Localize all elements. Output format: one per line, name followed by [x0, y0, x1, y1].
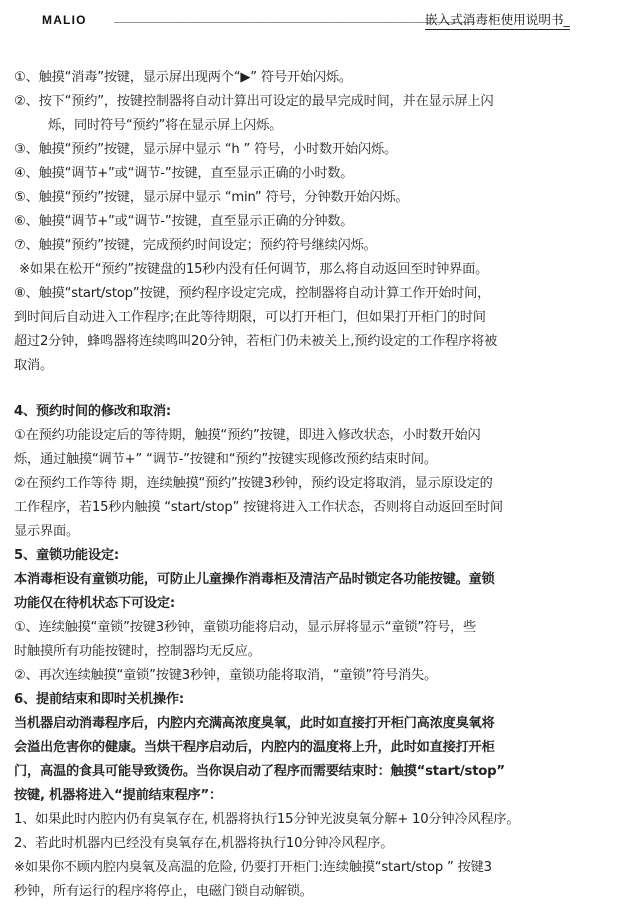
- section-6-heading: 6、提前结束和即时关机操作:: [14, 692, 184, 707]
- s5-step-1b: 时触摸所有功能按键时，控制器均无反应。: [14, 644, 261, 659]
- s5-intro-1: 本消毒柜设有童锁功能，可防止儿童操作消毒柜及清洁产品时锁定各功能按键。童锁: [14, 572, 495, 587]
- s6-item-1: 1、如果此时内腔内仍有臭氧存在, 机器将执行15分钟光波臭氧分解+ 10分钟冷风程序。: [14, 812, 520, 827]
- step-4: ④、触摸“调节+”或“调节-”按键，直至显示正确的小时数。: [14, 166, 354, 181]
- s6-warning-3: 门，高温的食具可能导致烫伤。当你误启动了程序而需要结束时：触摸“start/stop”: [14, 764, 505, 779]
- manual-title: 嵌入式消毒柜使用说明书_: [425, 9, 570, 30]
- s6-note-2: 秒钟，所有运行的程序将停止，电磁门锁自动解锁。: [14, 884, 313, 899]
- header-rule: __________________________________________________: [114, 9, 476, 23]
- s6-warning-1: 当机器启动消毒程序后，内腔内充满高浓度臭氧，此时如直接打开柜门高浓度臭氧将: [14, 716, 495, 731]
- s6-note-1: ※如果你不顾内腔内臭氧及高温的危险, 仍要打开柜门:连续触摸“start/stop ” 按键3: [14, 860, 492, 875]
- brand-logo: MALIO: [42, 13, 87, 27]
- s4-para-2b: 工作程序，若15秒内触摸 “start/stop” 按键将进入工作状态，否则将自动返回至时间: [14, 500, 503, 515]
- step-8-cont-2: 超过2分钟，蜂鸣器将连续鸣叫20分钟，若柜门仍未被关上,预约设定的工作程序将被: [14, 334, 498, 349]
- section-gap: [14, 378, 608, 400]
- s6-item-2: 2、若此时机器内已经没有臭氧存在,机器将执行10分钟冷风程序。: [14, 836, 394, 851]
- step-8-cont-1: 到时间后自动进入工作程序;在此等待期限，可以打开柜门，但如果打开柜门的时间: [14, 310, 486, 325]
- s5-step-2: ②、再次连续触摸“童锁”按键3秒钟，童锁功能将取消，“童锁”符号消失。: [14, 668, 437, 683]
- page-header: [0, 0, 622, 40]
- step-7: ⑦、触摸“预约”按键，完成预约时间设定；预约符号继续闪烁。: [14, 238, 377, 253]
- step-2-cont: 烁，同时符号“预约”将在显示屏上闪烁。: [48, 118, 283, 133]
- s6-warning-2: 会溢出危害你的健康。当烘干程序启动后，内腔内的温度将上升，此时如直接打开柜: [14, 740, 495, 755]
- section-5-heading: 5、童锁功能设定:: [14, 548, 119, 563]
- s4-para-2a: ②在预约工作等待 期，连续触摸“预约”按键3秒钟，预约设定将取消，显示原设定的: [14, 476, 493, 491]
- manual-body: [14, 66, 608, 904]
- s4-para-1b: 烁，通过触摸“调节+” “调节-”按键和“预约”按键实现修改预约结束时间。: [14, 452, 437, 467]
- step-8: ⑧、触摸“start/stop”按键，预约程序设定完成，控制器将自动计算工作开始时间，: [14, 286, 491, 301]
- step-2: ②、按下“预约”，按键控制器将自动计算出可设定的最早完成时间，并在显示屏上闪: [14, 94, 494, 109]
- s5-step-1a: ①、连续触摸“童锁”按键3秒钟，童锁功能将启动，显示屏将显示“童锁”符号，些: [14, 620, 476, 635]
- s5-intro-2: 功能仅在待机状态下可设定:: [14, 596, 175, 611]
- section-4-heading: 4、预约时间的修改和取消:: [14, 404, 171, 419]
- step-8-cont-3: 取消。: [14, 358, 53, 373]
- step-1: ①、触摸“消毒”按键，显示屏出现两个“▶” 符号开始闪烁。: [14, 70, 352, 85]
- step-3: ③、触摸“预约”按键，显示屏中显示 “h ” 符号，小时数开始闪烁。: [14, 142, 397, 157]
- note-timeout: ※如果在松开“预约”按键盘的15秒内没有任何调节，那么将自动返回至时钟界面。: [19, 262, 489, 277]
- step-5: ⑤、触摸“预约”按键，显示屏中显示 “min” 符号，分钟数开始闪烁。: [14, 190, 409, 205]
- s4-para-2c: 显示界面。: [14, 524, 79, 539]
- s4-para-1a: ①在预约功能设定后的等待期，触摸“预约”按键，即进入修改状态，小时数开始闪: [14, 428, 481, 443]
- s6-warning-4: 按键, 机器将进入“提前结束程序”：: [14, 788, 222, 803]
- step-6: ⑥、触摸“调节+”或“调节-”按键，直至显示正确的分钟数。: [14, 214, 354, 229]
